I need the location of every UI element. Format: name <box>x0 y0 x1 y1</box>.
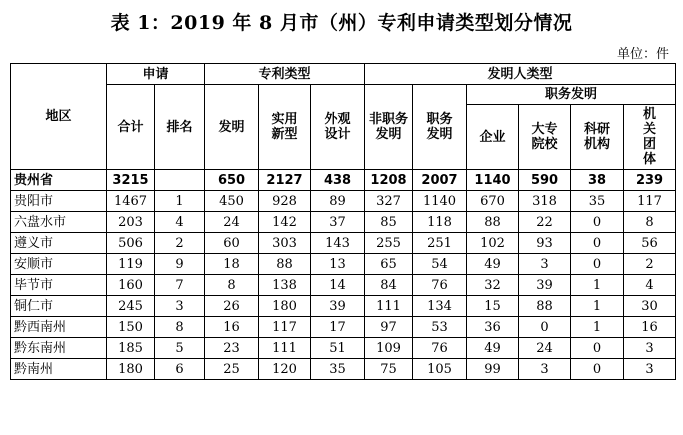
cell-rank: 9 <box>155 254 205 275</box>
table-row <box>11 254 676 275</box>
header-non-service <box>365 85 413 170</box>
table-row <box>11 212 676 233</box>
header-region: 地区 <box>11 64 107 170</box>
header-college-text: 大专院校 <box>531 122 558 152</box>
cell-rank <box>155 170 205 191</box>
cell-enterprise: 88 <box>467 212 519 233</box>
cell-college: 3 <box>519 254 571 275</box>
cell-college: 39 <box>519 275 571 296</box>
cell-non-service: 111 <box>365 296 413 317</box>
cell-design: 438 <box>311 170 365 191</box>
cell-region: 贵州省 <box>11 170 107 191</box>
cell-total: 1467 <box>107 191 155 212</box>
cell-service: 76 <box>413 275 467 296</box>
cell-non-service: 65 <box>365 254 413 275</box>
cell-region: 黔西南州 <box>11 317 107 338</box>
cell-agency: 56 <box>624 233 676 254</box>
cell-total: 150 <box>107 317 155 338</box>
table-row <box>11 317 676 338</box>
cell-research: 0 <box>571 212 624 233</box>
cell-enterprise: 36 <box>467 317 519 338</box>
cell-invention: 23 <box>205 338 259 359</box>
cell-region: 六盘水市 <box>11 212 107 233</box>
cell-service: 54 <box>413 254 467 275</box>
cell-college: 22 <box>519 212 571 233</box>
table-row <box>11 359 676 380</box>
cell-invention: 26 <box>205 296 259 317</box>
cell-enterprise: 15 <box>467 296 519 317</box>
header-group-service: 职务发明 <box>467 85 676 105</box>
cell-rank: 1 <box>155 191 205 212</box>
cell-region: 黔南州 <box>11 359 107 380</box>
unit-label: 单位：件 <box>616 47 669 62</box>
cell-college: 3 <box>519 359 571 380</box>
header-non-service-text: 非职务发明 <box>369 112 409 142</box>
header-group-application: 申请 <box>107 64 205 85</box>
cell-utility: 111 <box>259 338 311 359</box>
cell-service: 105 <box>413 359 467 380</box>
cell-non-service: 75 <box>365 359 413 380</box>
cell-invention: 25 <box>205 359 259 380</box>
table-row <box>11 296 676 317</box>
header-agency <box>624 105 676 170</box>
cell-invention: 18 <box>205 254 259 275</box>
cell-enterprise: 49 <box>467 254 519 275</box>
cell-research: 0 <box>571 233 624 254</box>
cell-agency: 4 <box>624 275 676 296</box>
cell-utility: 138 <box>259 275 311 296</box>
cell-utility: 928 <box>259 191 311 212</box>
header-utility-text: 实用新型 <box>271 112 298 142</box>
header-service-text: 职务发明 <box>426 112 453 142</box>
cell-design: 37 <box>311 212 365 233</box>
header-enterprise: 企业 <box>467 105 519 170</box>
cell-total: 203 <box>107 212 155 233</box>
cell-college: 93 <box>519 233 571 254</box>
cell-region: 黔东南州 <box>11 338 107 359</box>
cell-service: 251 <box>413 233 467 254</box>
header-group-applicant-type: 发明人类型 <box>365 64 676 85</box>
cell-total: 185 <box>107 338 155 359</box>
cell-rank: 7 <box>155 275 205 296</box>
header-research <box>571 105 624 170</box>
cell-research: 1 <box>571 296 624 317</box>
cell-utility: 180 <box>259 296 311 317</box>
cell-rank: 8 <box>155 317 205 338</box>
cell-region: 遵义市 <box>11 233 107 254</box>
cell-invention: 450 <box>205 191 259 212</box>
cell-design: 39 <box>311 296 365 317</box>
cell-utility: 303 <box>259 233 311 254</box>
cell-enterprise: 49 <box>467 338 519 359</box>
header-design <box>311 85 365 170</box>
cell-rank: 5 <box>155 338 205 359</box>
cell-region: 毕节市 <box>11 275 107 296</box>
cell-non-service: 1208 <box>365 170 413 191</box>
cell-total: 160 <box>107 275 155 296</box>
cell-rank: 3 <box>155 296 205 317</box>
cell-college: 590 <box>519 170 571 191</box>
cell-agency: 3 <box>624 359 676 380</box>
header-rank: 排名 <box>155 85 205 170</box>
cell-enterprise: 102 <box>467 233 519 254</box>
cell-invention: 8 <box>205 275 259 296</box>
table-body <box>11 170 676 380</box>
cell-total: 3215 <box>107 170 155 191</box>
patent-table <box>10 63 676 380</box>
cell-enterprise: 32 <box>467 275 519 296</box>
cell-enterprise: 670 <box>467 191 519 212</box>
cell-research: 1 <box>571 317 624 338</box>
cell-total: 245 <box>107 296 155 317</box>
cell-invention: 60 <box>205 233 259 254</box>
cell-agency: 30 <box>624 296 676 317</box>
cell-agency: 2 <box>624 254 676 275</box>
cell-design: 17 <box>311 317 365 338</box>
header-college <box>519 105 571 170</box>
table-row <box>11 170 676 191</box>
cell-total: 119 <box>107 254 155 275</box>
cell-college: 88 <box>519 296 571 317</box>
cell-college: 24 <box>519 338 571 359</box>
header-group-patent-type: 专利类型 <box>205 64 365 85</box>
cell-non-service: 327 <box>365 191 413 212</box>
header-design-text: 外观设计 <box>324 112 351 142</box>
cell-service: 76 <box>413 338 467 359</box>
table-row <box>11 191 676 212</box>
cell-invention: 16 <box>205 317 259 338</box>
cell-design: 13 <box>311 254 365 275</box>
cell-non-service: 84 <box>365 275 413 296</box>
cell-rank: 6 <box>155 359 205 380</box>
cell-rank: 4 <box>155 212 205 233</box>
cell-college: 318 <box>519 191 571 212</box>
table-row <box>11 275 676 296</box>
cell-utility: 117 <box>259 317 311 338</box>
cell-utility: 120 <box>259 359 311 380</box>
header-service <box>413 85 467 170</box>
cell-non-service: 109 <box>365 338 413 359</box>
cell-design: 51 <box>311 338 365 359</box>
cell-service: 134 <box>413 296 467 317</box>
cell-utility: 2127 <box>259 170 311 191</box>
cell-enterprise: 99 <box>467 359 519 380</box>
cell-agency: 239 <box>624 170 676 191</box>
table-header <box>11 64 676 170</box>
cell-design: 35 <box>311 359 365 380</box>
cell-non-service: 255 <box>365 233 413 254</box>
cell-design: 14 <box>311 275 365 296</box>
cell-college: 0 <box>519 317 571 338</box>
cell-research: 0 <box>571 359 624 380</box>
cell-non-service: 85 <box>365 212 413 233</box>
table-title: 表 1：2019 年 8 月市（州）专利申请类型划分情况 <box>110 12 573 34</box>
cell-utility: 88 <box>259 254 311 275</box>
header-invention: 发明 <box>205 85 259 170</box>
cell-service: 1140 <box>413 191 467 212</box>
cell-agency: 8 <box>624 212 676 233</box>
cell-research: 1 <box>571 275 624 296</box>
cell-enterprise: 1140 <box>467 170 519 191</box>
cell-design: 89 <box>311 191 365 212</box>
cell-service: 53 <box>413 317 467 338</box>
cell-non-service: 97 <box>365 317 413 338</box>
cell-invention: 650 <box>205 170 259 191</box>
cell-service: 2007 <box>413 170 467 191</box>
cell-region: 安顺市 <box>11 254 107 275</box>
cell-utility: 142 <box>259 212 311 233</box>
cell-service: 118 <box>413 212 467 233</box>
cell-research: 0 <box>571 254 624 275</box>
cell-invention: 24 <box>205 212 259 233</box>
cell-agency: 16 <box>624 317 676 338</box>
header-utility <box>259 85 311 170</box>
cell-agency: 117 <box>624 191 676 212</box>
header-total: 合计 <box>107 85 155 170</box>
header-research-text: 科研机构 <box>584 122 611 152</box>
cell-research: 0 <box>571 338 624 359</box>
cell-total: 180 <box>107 359 155 380</box>
cell-total: 506 <box>107 233 155 254</box>
cell-research: 38 <box>571 170 624 191</box>
cell-region: 贵阳市 <box>11 191 107 212</box>
table-row <box>11 338 676 359</box>
cell-region: 铜仁市 <box>11 296 107 317</box>
cell-research: 35 <box>571 191 624 212</box>
cell-rank: 2 <box>155 233 205 254</box>
cell-agency: 3 <box>624 338 676 359</box>
table-row <box>11 233 676 254</box>
cell-design: 143 <box>311 233 365 254</box>
header-agency-text: 机关团体 <box>643 107 657 167</box>
